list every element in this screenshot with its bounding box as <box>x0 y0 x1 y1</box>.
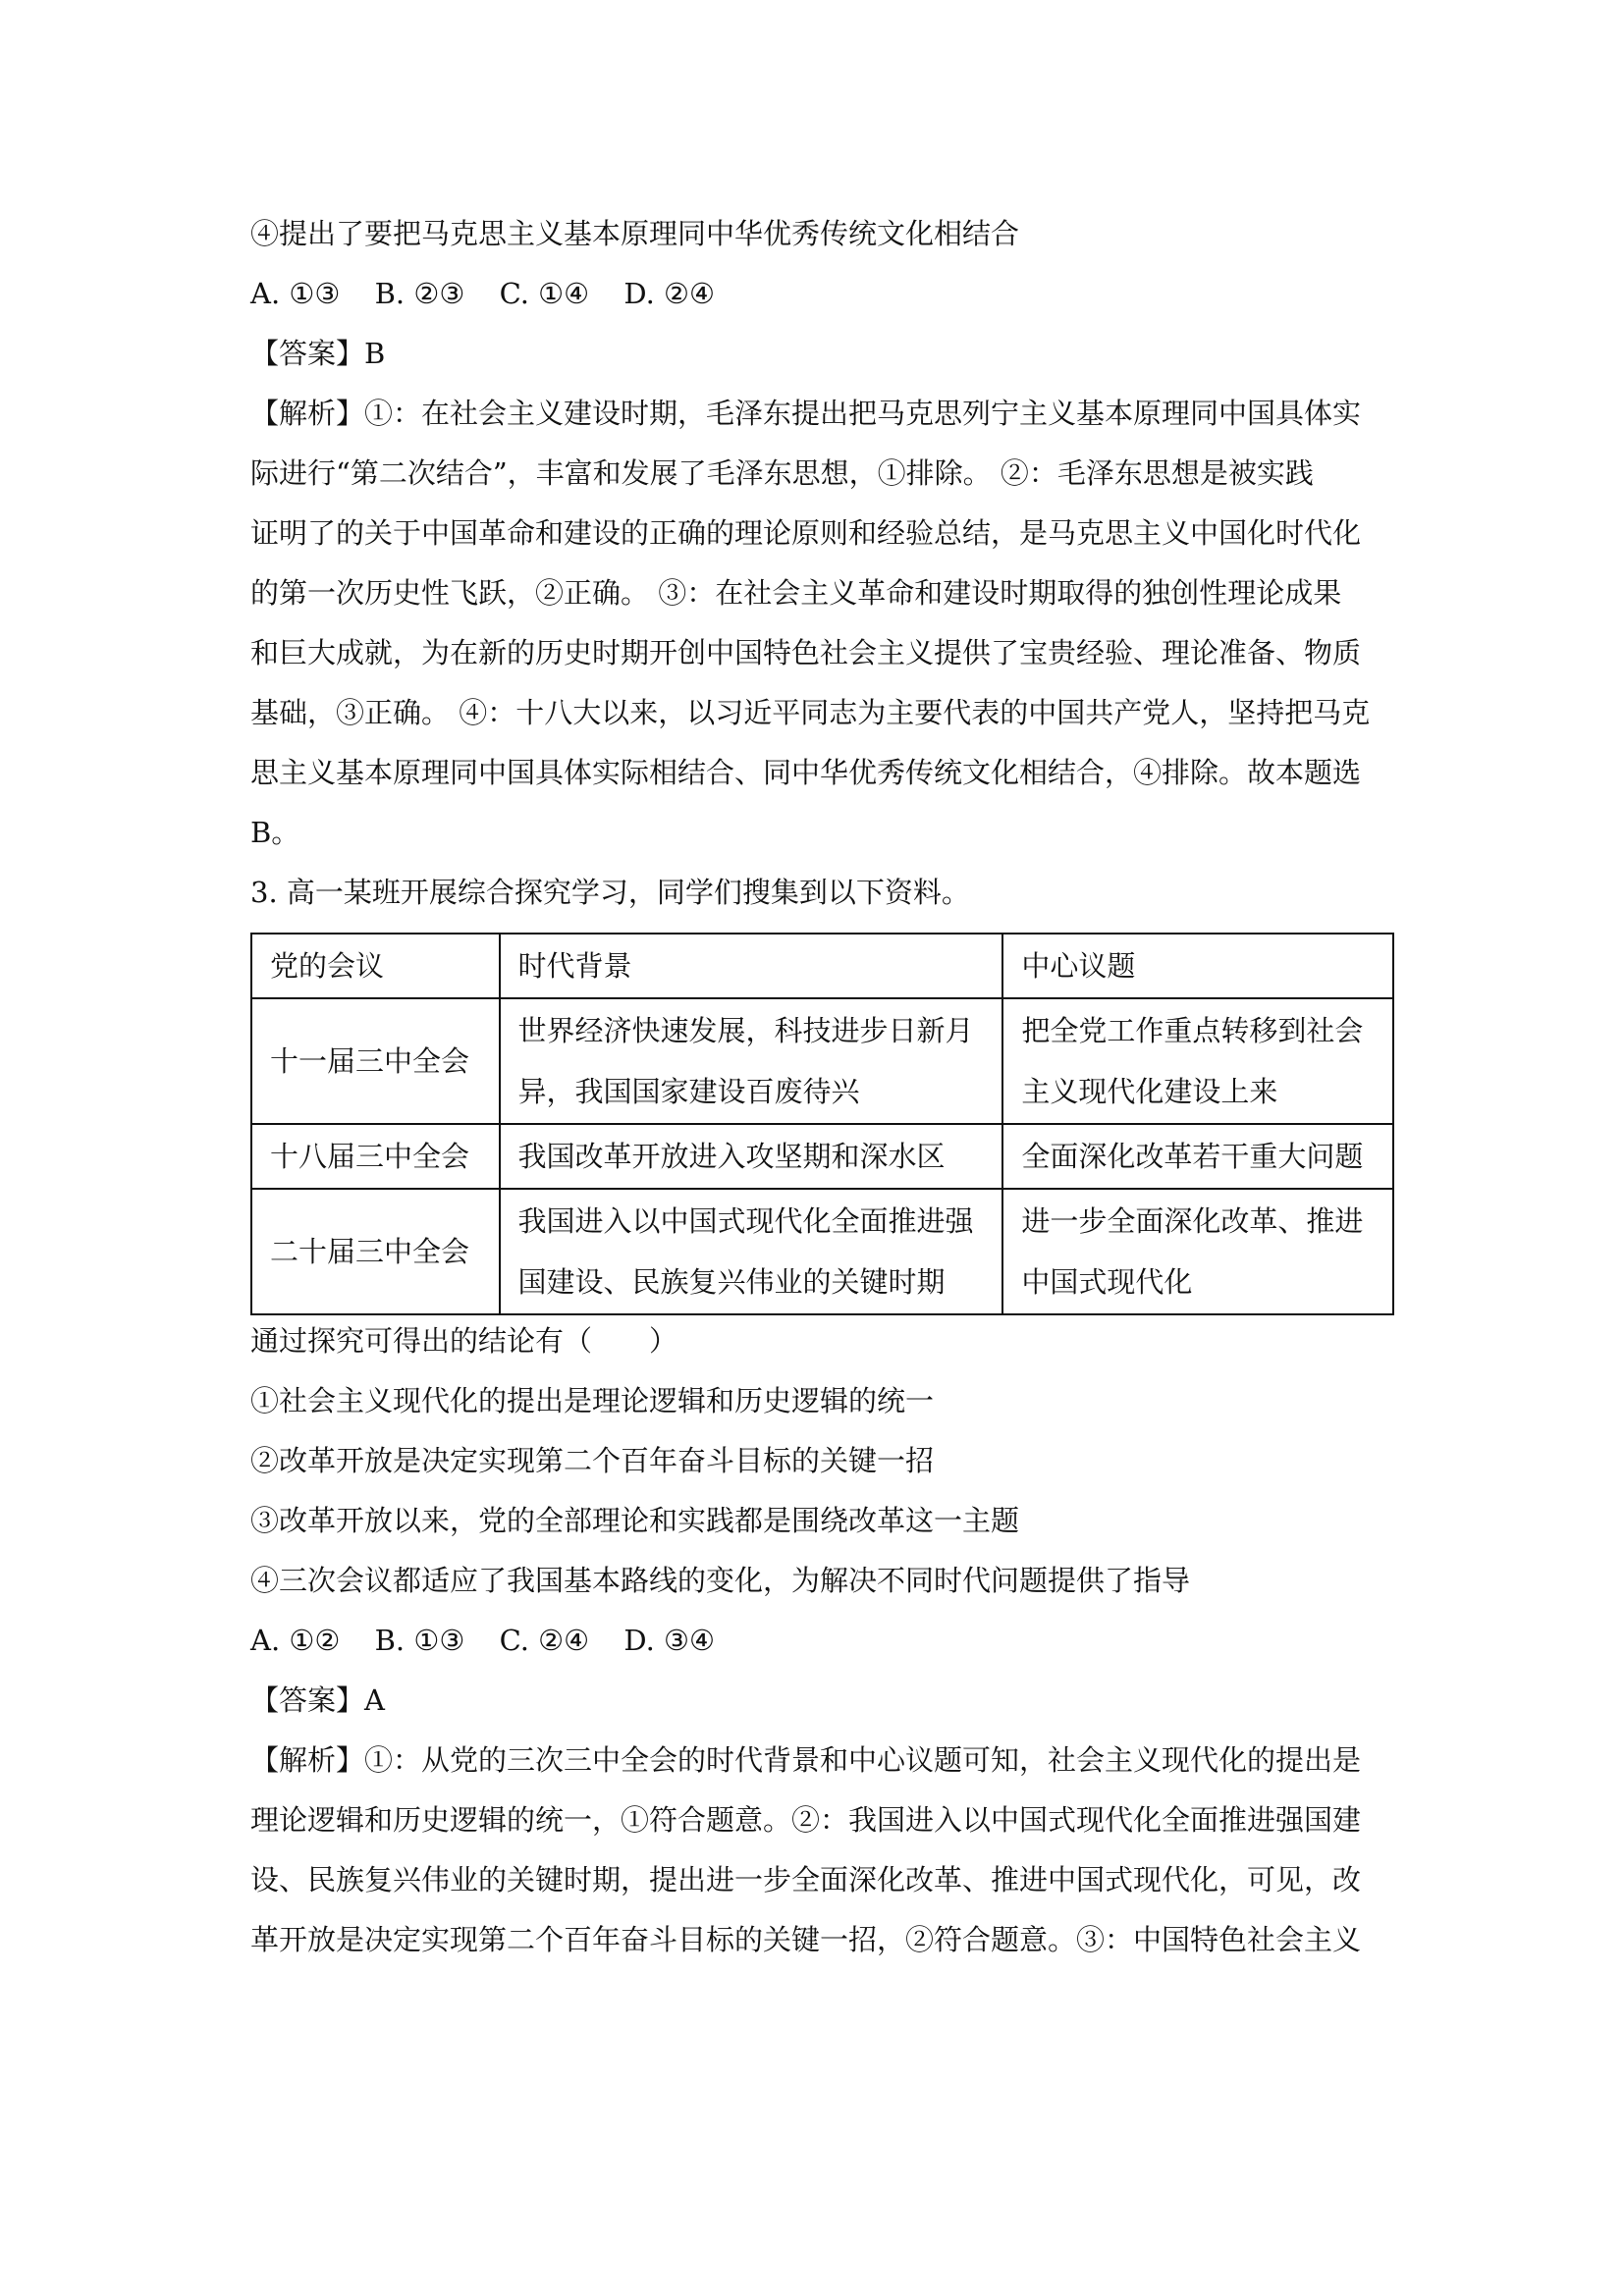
meetings-table <box>250 933 1394 1315</box>
q3-analysis <box>250 1740 1394 1959</box>
q2-analysis-line: 的第一次历史性飞跃，②正确。 ③：在社会主义革命和建设时期取得的独创性理论成果 <box>250 576 1342 610</box>
q3-analysis-line: 设、民族复兴伟业的关键时期，提出进一步全面深化改革、推进中国式现代化，可见，改 <box>250 1863 1362 1896</box>
table-row <box>251 1189 1393 1314</box>
background-cell: 我国进入以中国式现代化全面推进强 国建设、民族复兴伟业的关键时期 <box>500 1189 1003 1314</box>
q2-choices <box>250 274 1394 313</box>
table-header-cell: 中心议题 <box>1002 934 1393 998</box>
q2-analysis-line: 际进行“第二次结合”，丰富和发展了毛泽东思想，①排除。 ②：毛泽东思想是被实践 <box>250 456 1314 490</box>
q2-choice-d: D. ②④ <box>623 277 716 310</box>
q3-analysis-line: 革开放是决定实现第二个百年奋斗目标的关键一招，②符合题意。③：中国特色社会主义 <box>250 1923 1362 1956</box>
q3-analysis-line: 理论逻辑和历史逻辑的统一，①符合题意。②：我国进入以中国式现代化全面推进强国建 <box>250 1803 1362 1837</box>
topic-cell: 进一步全面深化改革、推进 中国式现代化 <box>1002 1189 1393 1314</box>
q2-analysis-line: 【解析】①：在社会主义建设时期，毛泽东提出把马克思列宁主义基本原理同中国具体实 <box>250 397 1362 430</box>
q3-analysis-line: 【解析】①：从党的三次三中全会的时代背景和中心议题可知，社会主义现代化的提出是 <box>250 1743 1362 1777</box>
q3-choice-c: C. ②④ <box>499 1624 590 1657</box>
q2-analysis-line: 和巨大成就，为在新的历史时期开创中国特色社会主义提供了宝贵经验、理论准备、物质 <box>250 636 1362 669</box>
q3-option-3: ③改革开放以来，党的全部理论和实践都是围绕改革这一主题 <box>250 1504 1020 1537</box>
table-row <box>251 1124 1393 1189</box>
page-content <box>250 214 1394 1980</box>
q3-choice-d: D. ③④ <box>623 1624 716 1657</box>
q2-analysis-line: 思主义基本原理同中国具体实际相结合、同中华优秀传统文化相结合，④排除。故本题选 <box>250 756 1362 789</box>
q2-analysis <box>250 394 1394 852</box>
q3-choice-b: B. ①③ <box>374 1624 465 1657</box>
meeting-cell: 二十届三中全会 <box>251 1189 500 1314</box>
q3-stem: 3. 高一某班开展综合探究学习，同学们搜集到以下资料。 <box>250 876 970 909</box>
q2-analysis-line: B。 <box>250 816 300 849</box>
background-cell: 世界经济快速发展，科技进步日新月 异，我国国家建设百废待兴 <box>500 998 1003 1124</box>
q3-option-2: ②改革开放是决定实现第二个百年奋斗目标的关键一招 <box>250 1444 935 1477</box>
topic-cell: 全面深化改革若干重大问题 <box>1002 1124 1393 1189</box>
q3-option-1: ①社会主义现代化的提出是理论逻辑和历史逻辑的统一 <box>250 1384 935 1417</box>
q2-option-4: ④提出了要把马克思主义基本原理同中华优秀传统文化相结合 <box>250 217 1020 250</box>
table-row <box>251 998 1393 1124</box>
q3-question: 通过探究可得出的结论有（ ） <box>250 1324 678 1358</box>
q3-option-4: ④三次会议都适应了我国基本路线的变化，为解决不同时代问题提供了指导 <box>250 1564 1191 1597</box>
q2-analysis-line: 基础，③正确。 ④：十八大以来，以习近平同志为主要代表的中国共产党人，坚持把马克 <box>250 696 1371 729</box>
meeting-cell: 十一届三中全会 <box>251 998 500 1124</box>
q2-choice-b: B. ②③ <box>374 277 465 310</box>
q3-choice-a: A. ①② <box>250 1624 341 1657</box>
q2-choice-a: A. ①③ <box>250 277 341 310</box>
q3-choices <box>250 1621 1394 1660</box>
q2-choice-c: C. ①④ <box>499 277 590 310</box>
table-header-row <box>251 934 1393 998</box>
q2-analysis-line: 证明了的关于中国革命和建设的正确的理论原则和经验总结，是马克思主义中国化时代化 <box>250 516 1362 550</box>
q3-answer: 【答案】A <box>250 1683 385 1717</box>
table-header-cell: 党的会议 <box>251 934 500 998</box>
meeting-cell: 十八届三中全会 <box>251 1124 500 1189</box>
topic-cell: 把全党工作重点转移到社会 主义现代化建设上来 <box>1002 998 1393 1124</box>
q2-answer: 【答案】B <box>250 337 386 370</box>
table-header-cell: 时代背景 <box>500 934 1003 998</box>
background-cell: 我国改革开放进入攻坚期和深水区 <box>500 1124 1003 1189</box>
